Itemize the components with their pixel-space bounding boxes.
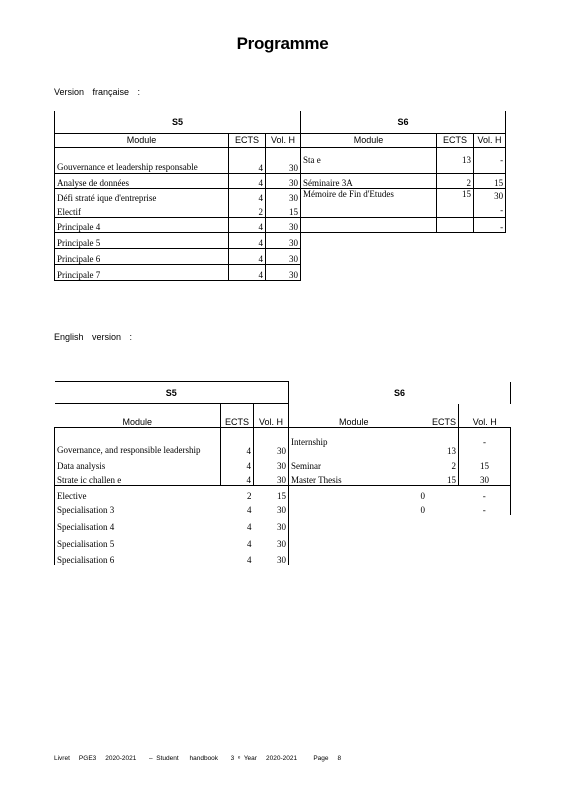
en-s5-row-ects: 4 — [221, 471, 254, 486]
fr-s5-row-ects: 4 — [229, 147, 266, 173]
en-s6-row-ects: 15 — [419, 471, 459, 486]
en-s6-row-vol: - — [459, 501, 511, 515]
en-s6-row-ects: 0 — [420, 504, 425, 515]
english-version-label: English version : — [54, 332, 133, 342]
fr-s5-row-module: Défi straté ique d'entreprise — [55, 188, 229, 203]
fr-s5-row-module: Principale 6 — [55, 248, 229, 264]
en-s5-row-module: Specialisation 3 — [55, 501, 221, 515]
fr-s6-row-ects: 13 — [437, 147, 474, 173]
fr-s5-col-module: Module — [55, 133, 229, 147]
fr-s5-row-module: Analyse de données — [55, 173, 229, 188]
en-s5-row-vol: 30 — [254, 501, 289, 515]
fr-s5-row-vol: 15 — [266, 203, 301, 218]
fr-s6-row-vol: - — [474, 147, 506, 173]
fr-s6-row-module: Mémoire de Fin d'Etudes — [301, 188, 437, 217]
fr-s5-row-module: Gouvernance et leadership responsable — [55, 147, 229, 173]
fr-s5-col-ects: ECTS — [229, 133, 266, 147]
en-s6-row-ects: 2 — [451, 460, 456, 471]
en-s6-row-vol: 30 — [459, 471, 511, 486]
en-s5-row-module: Data analysis — [55, 456, 221, 471]
fr-s5-row-module: Principale 4 — [55, 217, 229, 232]
en-s6-row-module: Seminar — [291, 460, 321, 471]
en-s5-row-ects: 2 — [247, 490, 252, 501]
en-s5-row-ects: 4 — [247, 521, 252, 532]
fr-s6-col-vol: Vol. H — [474, 133, 506, 147]
english-programme-table — [54, 381, 511, 565]
fr-s5-row-ects: 4 — [229, 217, 266, 232]
en-s6-row-ects: 0 — [420, 490, 425, 501]
en-s6-header: S6 — [289, 382, 511, 404]
en-s5-row-module: Specialisation 4 — [55, 515, 221, 532]
fr-s6-row-ects: 15 — [437, 188, 474, 217]
en-s6-col-ects: ECTS — [419, 404, 459, 428]
fr-s5-row-vol: 30 — [266, 217, 301, 232]
en-s5-row-vol: 30 — [254, 532, 289, 549]
en-s6-row-ects: 13 — [447, 445, 456, 456]
en-s5-row-ects: 4 — [247, 504, 252, 515]
fr-s6-row-ects — [437, 217, 474, 232]
en-s5-row-vol: 30 — [254, 471, 289, 486]
fr-s5-header: S5 — [55, 111, 301, 133]
fr-s6-row-ects: 2 — [437, 173, 474, 188]
en-s6-row-module: Master Thesis — [289, 471, 419, 486]
en-s5-row-vol: 30 — [254, 456, 289, 471]
en-s6-row-module — [289, 486, 419, 501]
en-s5-row-vol: 30 — [254, 549, 289, 565]
fr-s5-row-vol: 30 — [266, 232, 301, 248]
fr-s6-row-module: Sta e — [301, 147, 437, 173]
fr-s6-col-ects: ECTS — [437, 133, 474, 147]
en-s5-col-vol: Vol. H — [254, 404, 289, 428]
en-s5-row-module: Elective — [55, 486, 221, 501]
fr-s6-row-vol: - — [474, 217, 506, 232]
en-s5-row-ects: 4 — [247, 554, 252, 565]
fr-s6-header: S6 — [301, 111, 506, 133]
fr-s5-col-vol: Vol. H — [266, 133, 301, 147]
en-s5-col-ects: ECTS — [221, 404, 254, 428]
en-s6-col-module: Module — [289, 404, 419, 428]
fr-s6-row-module: Séminaire 3A — [301, 173, 437, 188]
en-s5-header: S5 — [55, 382, 289, 404]
en-s5-row-vol: 30 — [254, 515, 289, 532]
fr-s6-row-vol: 15 — [474, 173, 506, 188]
page-footer: Livret PGE3 2020-2021 – Student handbook 3 ᵉ Year 2020-2021 Page 8 — [54, 755, 342, 762]
en-s5-row-module: Governance, and responsible leadership — [55, 428, 221, 456]
french-version-label: Version française : — [54, 87, 141, 97]
en-s5-row-ects: 4 — [221, 428, 254, 456]
fr-s5-row-vol: 30 — [266, 147, 301, 173]
fr-s5-row-ects: 4 — [229, 232, 266, 248]
en-s6-col-vol: Vol. H — [459, 404, 511, 428]
en-s5-row-vol: 15 — [254, 486, 289, 501]
en-s6-row-module — [289, 501, 419, 515]
en-s5-row-module: Strate ic challen e — [55, 471, 221, 486]
en-s5-row-module: Specialisation 6 — [55, 549, 221, 565]
fr-s5-row-ects: 4 — [229, 264, 266, 280]
french-programme-table — [54, 111, 506, 281]
fr-s6-row-vol: 30 - — [474, 188, 506, 217]
fr-s5-row-module: Electif — [55, 203, 229, 218]
en-s6-row-vol: - — [459, 428, 511, 456]
fr-s5-row-vol: 30 — [266, 173, 301, 188]
en-s6-row-module: Internship — [291, 436, 328, 447]
en-s6-row-vol: - — [459, 486, 511, 501]
en-s5-row-module: Specialisation 5 — [55, 532, 221, 549]
en-s5-row-ects: 4 — [247, 538, 252, 549]
fr-s5-row-module: Principale 7 — [55, 264, 229, 280]
fr-s5-row-vol: 30 — [266, 248, 301, 264]
en-s5-col-module: Module — [55, 404, 221, 428]
fr-s5-row-ects: 4 — [229, 188, 266, 203]
fr-s5-row-module: Principale 5 — [55, 232, 229, 248]
fr-s5-row-ects: 4 — [229, 173, 266, 188]
en-s5-row-ects: 4 — [221, 456, 254, 471]
fr-s5-row-ects: 4 — [229, 248, 266, 264]
fr-s5-row-ects: 2 — [229, 203, 266, 218]
fr-s6-row-module — [301, 217, 437, 232]
fr-s5-row-vol: 30 — [266, 264, 301, 280]
en-s5-row-vol: 30 — [254, 428, 289, 456]
fr-s5-row-vol: 30 — [266, 188, 301, 203]
page-title: Programme — [236, 34, 329, 53]
en-s6-row-vol: 15 — [459, 456, 511, 471]
fr-s6-col-module: Module — [301, 133, 437, 147]
